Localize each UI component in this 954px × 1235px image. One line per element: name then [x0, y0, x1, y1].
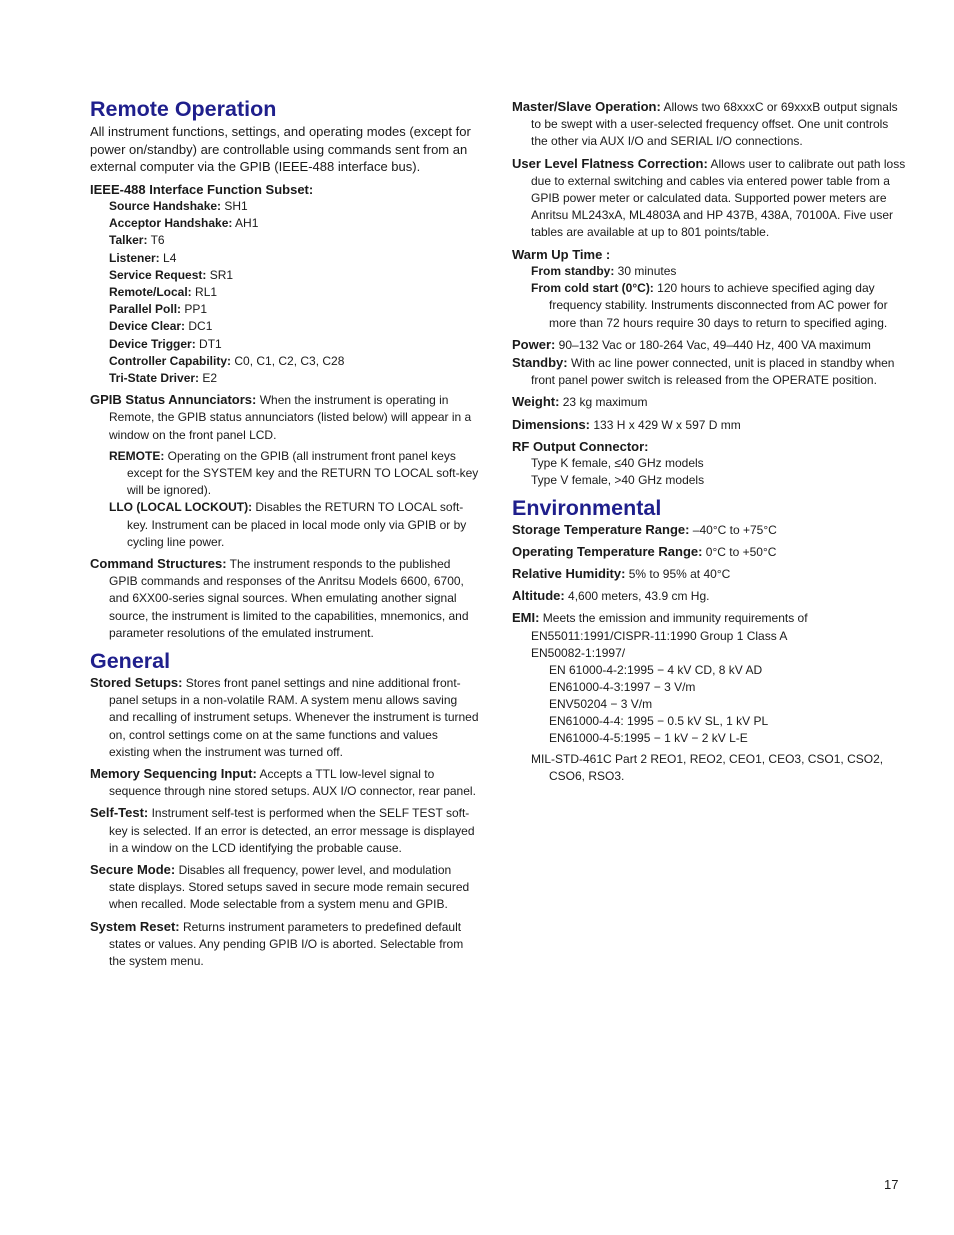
relative-humidity-entry: Relative Humidity: 5% to 95% at 40°C: [512, 566, 731, 582]
rf-connector-line: Type K female, ≤40 GHz models: [531, 456, 704, 471]
subset-item: Parallel Poll: PP1: [109, 302, 208, 317]
remote-annunciator-entry: REMOTE: Operating on the GPIB (all instrument front panel keys except for the SYSTEM key and the RETURN TO LOCAL soft-key will be ignored).: [109, 448, 479, 498]
emi-standard-line: EN50082-1:1997/: [531, 645, 626, 660]
rf-output-heading: RF Output Connector:: [512, 438, 649, 454]
subset-item: Source Handshake: SH1: [109, 198, 248, 213]
warm-up-heading: Warm Up Time :: [512, 246, 611, 262]
self-test-entry: Self-Test: Instrument self-test is performed when the SELF TEST soft-key is selected. If an error is detected, an error message is displayed in a window on the LCD identifying the probable cause.: [90, 805, 475, 855]
emi-standard-line: EN55011:1991/CISPR-11:1990 Group 1 Class A: [531, 628, 788, 643]
master-slave-entry: Master/Slave Operation: Allows two 68xxxC or 69xxxB output signals to be swept with a user-selected frequency offset. One unit controls the other via AUX I/O and SERIAL I/O connections.: [512, 99, 898, 149]
power-entry: Power: 90–132 Vac or 180-264 Vac, 49–440 Hz, 400 VA maximum: [512, 336, 871, 352]
emi-entry: EMI: Meets the emission and immunity requirements of: [512, 610, 808, 626]
standby-entry: Standby: With ac line power connected, unit is placed in standby when front panel power switch is released from the OPERATE position.: [512, 355, 895, 388]
page-number: 17: [884, 1177, 899, 1192]
mil-std-line: MIL-STD-461C Part 2 REO1, REO2, CEO1, CEO3, CSO1, CSO2, CSO6, RSO3.: [531, 752, 884, 784]
weight-entry: Weight: 23 kg maximum: [512, 394, 648, 410]
general-heading: General: [90, 648, 171, 673]
secure-mode-entry: Secure Mode: Disables all frequency, power level, and modulation state displays. Stored setups saved in secure mode remain secured when recalled. Mode selectable from a system menu and GPIB.: [90, 862, 470, 912]
subset-item: Device Clear: DC1: [109, 319, 213, 334]
emi-standard-line: EN61000-4-4: 1995 − 0.5 kV SL, 1 kV PL: [549, 714, 769, 729]
emi-standard-line: ENV50204 − 3 V/m: [549, 697, 653, 712]
warm-up-standby: From standby: 30 minutes: [531, 264, 677, 279]
right-column: [512, 98, 907, 786]
subset-item: Listener: L4: [109, 250, 177, 265]
subset-item: Tri-State Driver: E2: [109, 370, 218, 385]
subset-item: Talker: T6: [109, 233, 165, 248]
interface-subset-heading: IEEE-488 Interface Function Subset:: [90, 181, 314, 197]
remote-intro: All instrument functions, settings, and operating modes (except for power on/standby) are controllable using commands sent from an external computer via the GPIB (IEEE-488 interface bus).: [90, 124, 471, 174]
interface-subset-list: [90, 198, 480, 387]
storage-temperature-entry: Storage Temperature Range: –40°C to +75°C: [512, 521, 777, 537]
stored-setups-entry: Stored Setups: Stores front panel settings and nine additional front-panel setups in a non-volatile RAM. A system menu allows saving and recalling of instrument setups. Whenever the instrument is turned on, control settings come on at the same functions and values existing when the instrument was turned off.: [90, 674, 479, 759]
flatness-correction-entry: User Level Flatness Correction: Allows user to calibrate out path loss due to external switching and cables via entered power table from a GPIB power meter or calculated data. Supported power meters are Anritsu ML243xA, ML4803A and HP 437B, 438A, 70100A. Five user tables are available at up to 801 points/table.: [512, 155, 906, 240]
gpib-status-entry: GPIB Status Annunciators: When the instrument is operating in Remote, the GPIB status annunciators (listed below) will appear in a window on the front panel LCD.: [90, 392, 472, 442]
altitude-entry: Altitude: 4,600 meters, 43.9 cm Hg.: [512, 588, 710, 604]
rf-connector-line: Type V female, >40 GHz models: [531, 473, 705, 488]
llo-annunciator-entry: LLO (LOCAL LOCKOUT): Disables the RETURN TO LOCAL soft-key. Instrument can be placed in local mode only via GPIB or by cycling line power.: [109, 500, 467, 549]
emi-standard-line: EN 61000-4-2:1995 − 4 kV CD, 8 kV AD: [549, 662, 763, 677]
system-reset-entry: System Reset: Returns instrument parameters to predefined default states or values. Any pending GPIB I/O is aborted. Selectable from the system menu.: [90, 918, 464, 969]
subset-item: Acceptor Handshake: AH1: [109, 216, 259, 231]
subset-item: Remote/Local: RL1: [109, 284, 218, 299]
environmental-heading: Environmental: [512, 495, 662, 520]
emi-standard-line: EN61000-4-3:1997 − 3 V/m: [549, 679, 696, 694]
emi-standard-line: EN61000-4-5:1995 − 1 kV − 2 kV L-E: [549, 731, 748, 746]
dimensions-entry: Dimensions: 133 H x 429 W x 597 D mm: [512, 416, 741, 432]
subset-item: Service Request: SR1: [109, 267, 234, 282]
memory-sequencing-entry: Memory Sequencing Input: Accepts a TTL low-level signal to sequence through nine stored setups. AUX I/O connector, rear panel.: [90, 766, 476, 799]
subset-item: Controller Capability: C0, C1, C2, C3, C28: [109, 353, 345, 368]
left-column: [90, 96, 480, 974]
warm-up-cold-start: From cold start (0°C): 120 hours to achieve specified aging day frequency stability. Instruments disconnected from AC power for more than 72 hours require 30 days to return to specified aging.: [531, 281, 888, 330]
command-structures-entry: Command Structures: The instrument responds to the published GPIB commands and responses of the Anritsu Models 6600, 6700, and 6XX00-series signal sources. When emulating another signal source, the instrument is limited to the capabilities, mnemonics, and parameter resolutions of the emulated instrument.: [90, 555, 469, 640]
remote-operation-heading: Remote Operation: [90, 97, 277, 121]
subset-item: Device Trigger: DT1: [109, 336, 222, 351]
operating-temperature-entry: Operating Temperature Range: 0°C to +50°C: [512, 543, 777, 559]
